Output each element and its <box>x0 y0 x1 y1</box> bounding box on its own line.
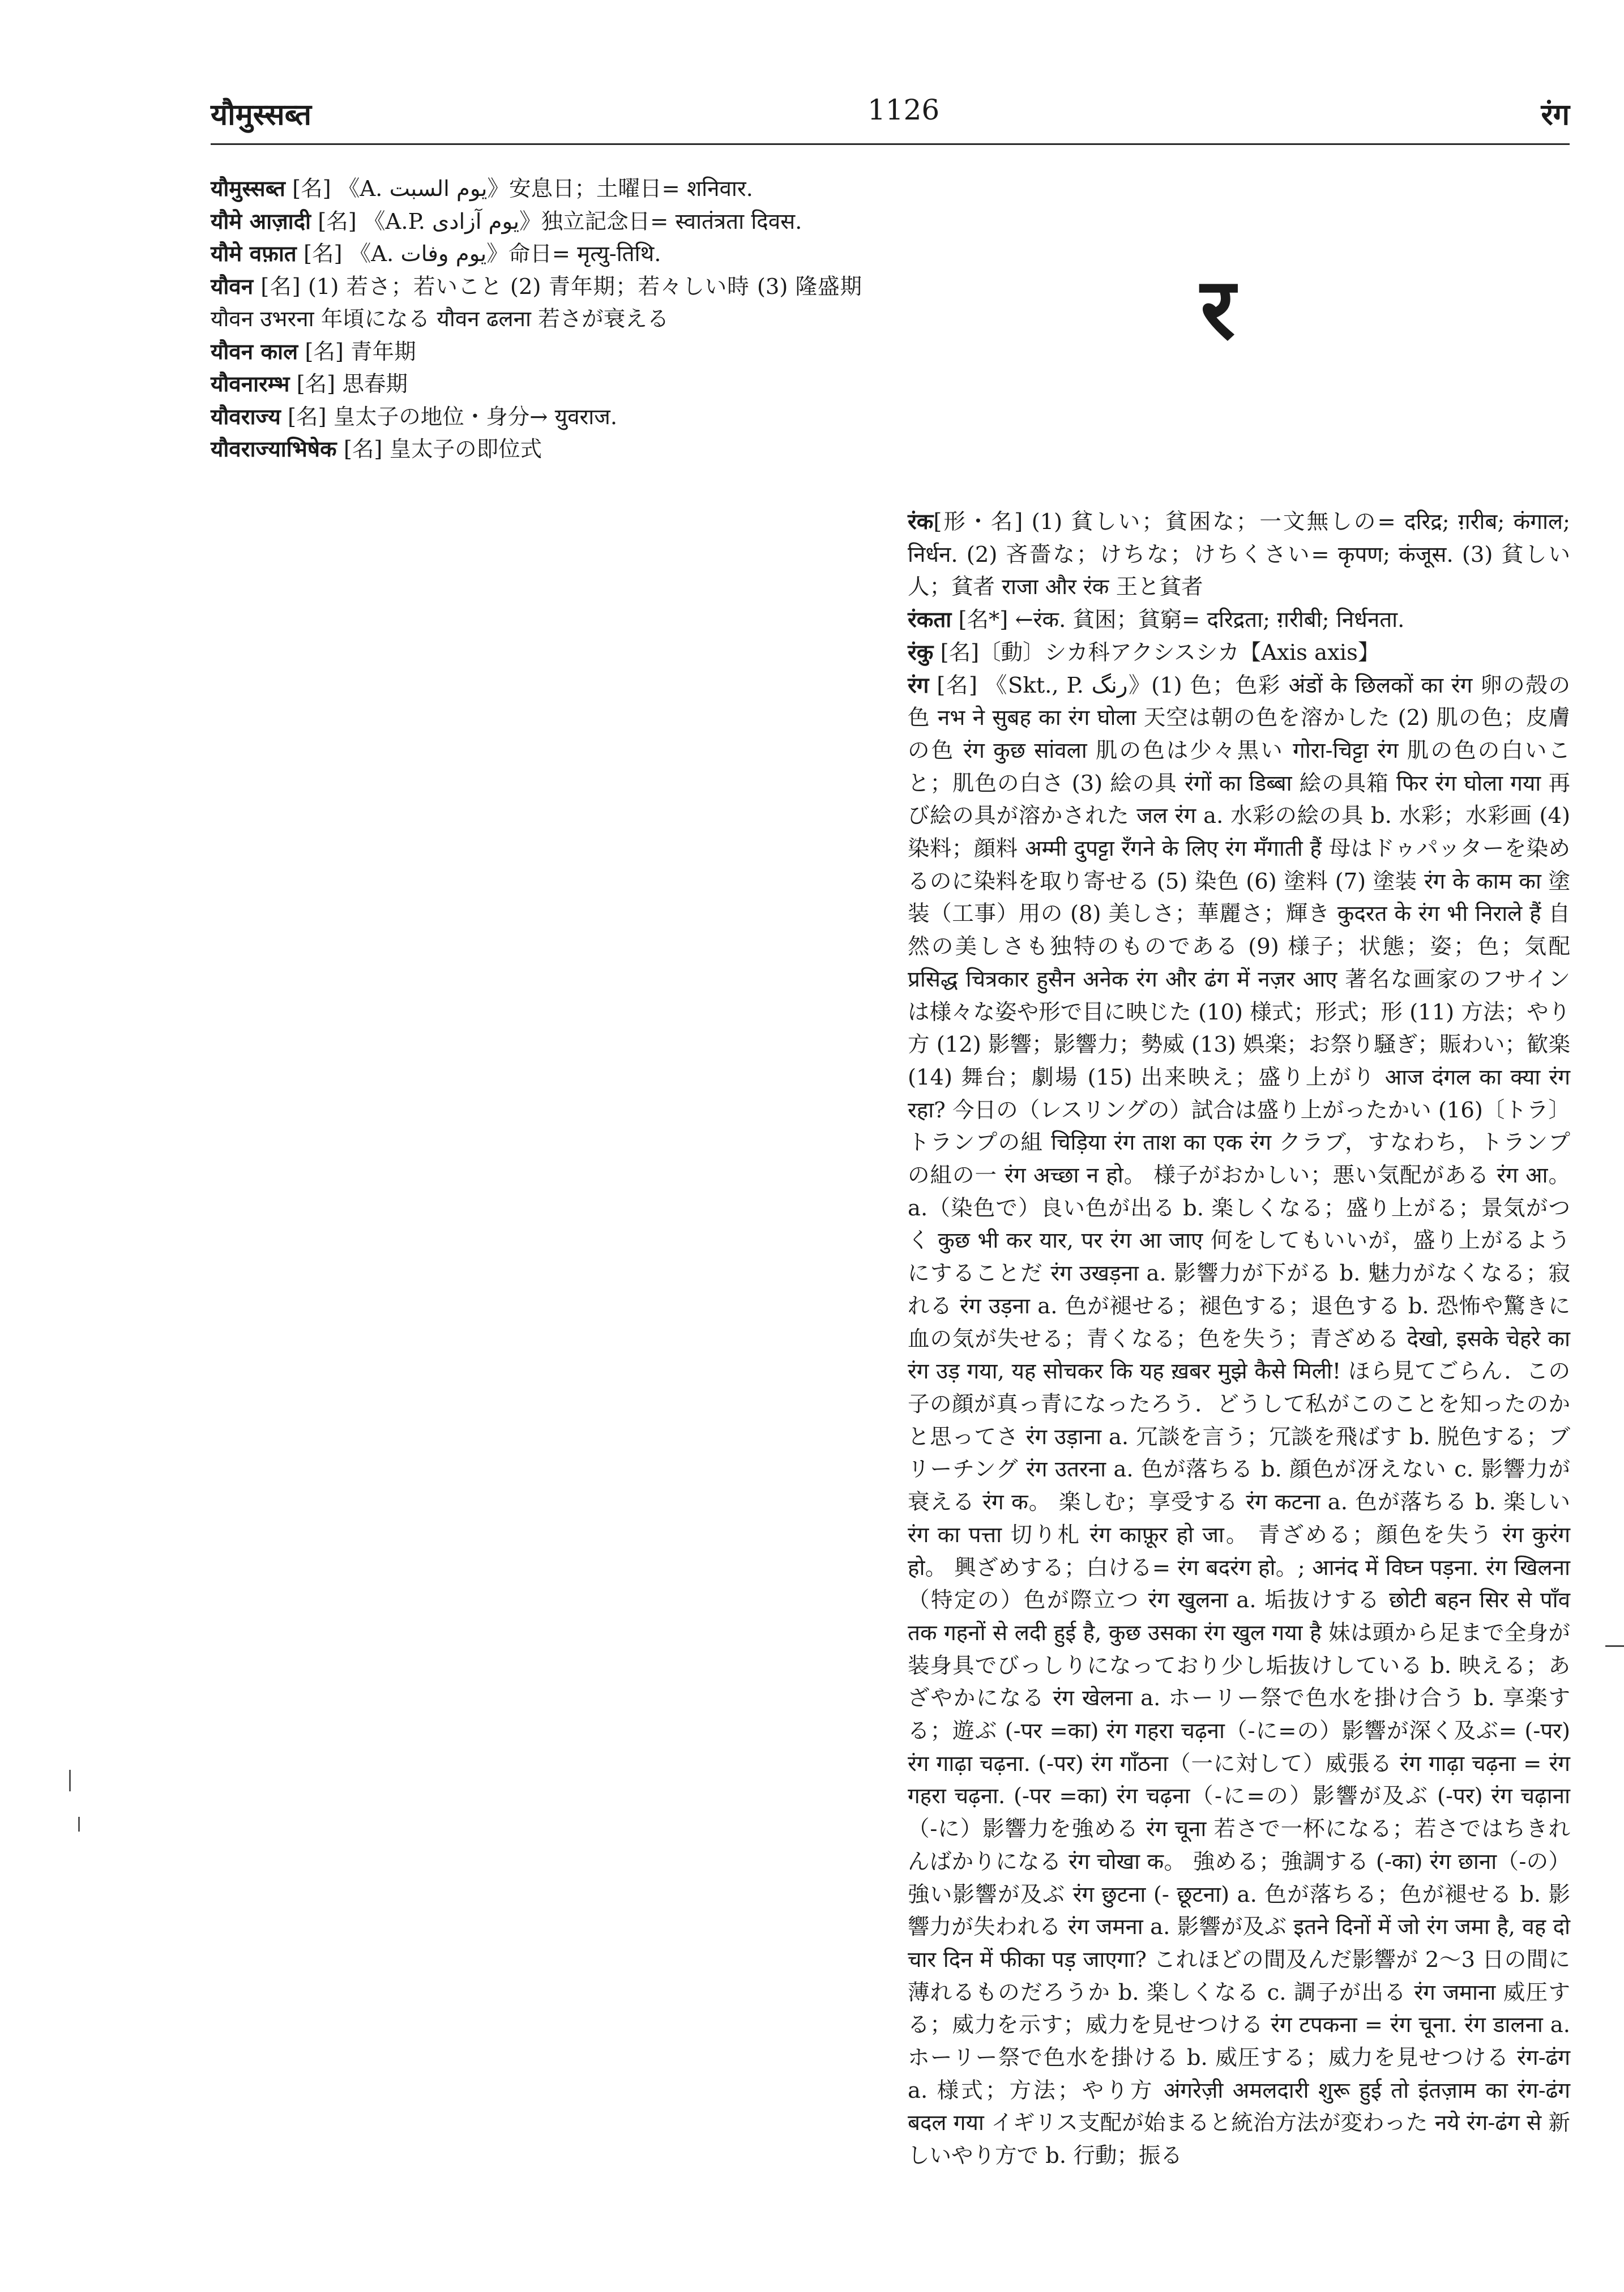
right-column <box>908 506 1570 2173</box>
definition: [名]〔動〕シカ科アクシスシカ【Axis axis】 <box>933 639 1380 665</box>
running-head <box>211 93 1570 144</box>
definition: [名] 《Skt., P. رنگ》(1) 色；色彩 अंडों के छिलकों का रंग 卵の殻の色 नभ ने सुबह का रंग घोला 天空は朝の色を溶かした (2) 肌の色；皮膚の色 रंग कुछ सांवला 肌の色は少々黒い गोरा-चिट्टा रंग 肌の色の白いこと；肌色の白さ (3) 絵の具 रंगों का डिब्बा 絵の具箱 फिर रंग घोला गया 再び絵の具が溶かされた जल रंग a. 水彩の絵の具 b. 水彩；水彩画 (4) 染料；顔料 अम्मी दुपट्टा रँगने के लिए रंग मँगाती हैं 母はドゥパッターを染めるのに染料を取り寄せる (5) 染色 (6) 塗料 (7) 塗装 रंग के काम का 塗装（工事）用の (8) 美しさ；華麗さ；輝き कुदरत के रंग भी निराले हैं 自然の美しさも独特のものである (9) 様子；状態；姿；色；気配 प्रसिद्ध चित्रकार हुसैन अनेक रंग और ढंग में नज़र आए 著名な画家のフサインは様々な姿や形で目に映じた (10) 様式；形式；形 (11) 方法；やり方 (12) 影響；影響力；勢威 (13) 娯楽；お祭り騒ぎ；賑わい；歓楽 (14) 舞台；劇場 (15) 出来映え；盛り上がり आज दंगल का क्या रंग रहा? 今日の（レスリングの）試合は盛り上がったかい (16)〔トラ〕トランプの組 चिड़िया रंग ताश का एक रंग クラブ，すなわち，トランプの組の一 रंग अच्छा न हो。 様子がおかしい；悪い気配がある रंग आ。 a.（染色で）良い色が出る b. 楽しくなる；盛り上がる；景気がつく कुछ भी कर यार, पर रंग आ जाए 何をしてもいいが，盛り上がるようにすることだ रंग उखड़ना a. 影響力が下がる b. 魅力がなくなる；寂れる रंग उड़ना a. 色が褪せる；褪色する；退色する b. 恐怖や驚きに血の気が失せる；青くなる；色を失う；青ざめる देखो, इसके चेहरे का रंग उड़ गया, यह सोचकर कि यह ख़बर मुझे कैसे मिली! ほら見てごらん．この子の顔が真っ青になったろう．どうして私がこのことを知ったのかと思ってさ रंग उड़ाना a. 冗談を言う；冗談を飛ばす b. 脱色する；ブリーチング रंग उतरना a. 色が落ちる b. 顔色が冴えない c. 影響力が衰える रंग क。 楽しむ；享受する रंग कटना a. 色が落ちる b. 楽しい रंग का पत्ता 切り札 रंग काफ़ूर हो जा。 青ざめる；顔色を失う रंग कुरंग हो。 興ざめする；白ける= रंग बदरंग हो。; आनंद में विघ्न पड़ना. रंग खिलना（特定の）色が際立つ रंग खुलना a. 垢抜けする छोटी बहन सिर से पाँव तक गहनों से लदी हुई है, कुछ उसका रंग खुल गया है 妹は頭から足まで全身が装身具でびっしりになっており少し垢抜けしている b. 映える；あざやかになる रंग खेलना a. ホーリー祭で色水を掛け合う b. 享楽する；遊ぶ (-पर =का) रंग गहरा चढ़ना（-に=の）影響が深く及ぶ= (-पर) रंग गाढ़ा चढ़ना. (-पर) रंग गाँठना（一に対して）威張る रंग गाढ़ा चढ़ना = रंग गहरा चढ़ना. (-पर =का) रंग चढ़ना（-に=の）影響が及ぶ (-पर) रंग चढ़ाना（-に）影響力を強める रंग चूना 若さで一杯になる；若さではちきれんばかりになる रंग चोखा क。 強める；強調する (-का) रंग छाना（-の）強い影響が及ぶ रंग छुटना (- छूटना) a. 色が落ちる；色が褪せる b. 影響力が失われる रंग जमना a. 影響が及ぶ इतने दिनों में जो रंग जमा है, वह दो चार दिन में फीका पड़ जाएगा? これほどの間及んだ影響が 2〜3 日の間に薄れるものだろうか b. 楽しくなる c. 調子が出る रंग जमाना 威圧する；威力を示す；威力を見せつける रंग टपकना = रंग चूना. रंग डालना a. ホーリー祭で色水を掛ける b. 威圧する；威力を見せつける रंग-ढंग a. 様式；方法；やり方 अंगरेज़ी अमलदारी शुरू हुई तो इंतज़ाम का रंग-ढंग बदल गया イギリス支配が始まると統治方法が変わった नये रंग-ढंग से 新しいやり方で b. 行動；振る <box>908 672 1570 2169</box>
running-head-last-word: रंग <box>1541 97 1570 132</box>
headword: यौवन <box>211 274 254 300</box>
definition: [名] 青年期 <box>298 339 416 365</box>
dictionary-entry <box>211 368 862 401</box>
dictionary-entry <box>908 506 1570 604</box>
dictionary-entry <box>211 271 862 336</box>
page-number: 1126 <box>867 93 940 126</box>
definition: [名] 《A. يوم السبت》安息日；土曜日= शनिवार. <box>285 176 753 202</box>
definition: [名*] ←रंक. 貧困；貧窮= दरिद्रता; ग़रीबी; निर्धनता. <box>951 607 1405 633</box>
dictionary-entry <box>908 637 1570 669</box>
dictionary-entry <box>908 669 1570 2173</box>
definition: [名] 皇太子の地位・身分→ युवराज. <box>280 404 618 430</box>
margin-mark <box>78 1817 80 1832</box>
headword: यौमुस्सब्त <box>211 176 285 202</box>
dictionary-entry <box>908 604 1570 637</box>
headword: रंकता <box>908 607 952 633</box>
headword: रंक <box>908 509 934 535</box>
dictionary-entry <box>211 336 862 369</box>
header-rule <box>211 143 1570 145</box>
running-head-first-word: यौमुस्सब्त <box>211 97 312 132</box>
definition: [名] 皇太子の即位式 <box>336 437 542 462</box>
definition: [名] 思春期 <box>289 372 408 397</box>
headword: यौमे आज़ादी <box>211 208 311 234</box>
headword: यौमे वफ़ात <box>211 241 297 267</box>
dictionary-entry <box>211 173 862 206</box>
headword: रंकु <box>908 639 934 665</box>
dictionary-entry <box>211 238 862 271</box>
edge-rule <box>1605 1645 1624 1647</box>
left-column <box>211 173 862 466</box>
headword: रंग <box>908 672 929 698</box>
definition: [名] 《A. يوم وفات》命日= मृत्यु-तिथि. <box>296 241 661 267</box>
margin-mark <box>69 1770 71 1791</box>
headword: यौवराज्याभिषेक <box>211 437 337 462</box>
headword: यौवराज्य <box>211 404 281 430</box>
dictionary-entry <box>211 401 862 434</box>
headword: यौवनारम्भ <box>211 372 290 397</box>
definition: [名] (1) 若さ；若いこと (2) 青年期；若々しい時 (3) 隆盛期 यौवन उभरना 年頃になる यौवन ढलना 若さが衰える <box>211 274 862 332</box>
definition: [形・名] (1) 貧しい；貧困な；一文無しの= दरिद्र; ग़रीब; कंगाल; निर्धन. (2) 吝嗇な；けちな；けちくさい= कृपण; कंजूस. (3) 貧しい人；貧者 राजा और रंक 王と貧者 <box>908 509 1570 600</box>
dictionary-entry <box>211 433 862 466</box>
headword: यौवन काल <box>211 339 298 365</box>
dictionary-entry <box>211 206 862 238</box>
definition: [名] 《A.P. يوم آزادی》独立記念日= स्वातंत्रता दिवस. <box>311 208 802 234</box>
section-initial-letter: र <box>1200 259 1236 358</box>
